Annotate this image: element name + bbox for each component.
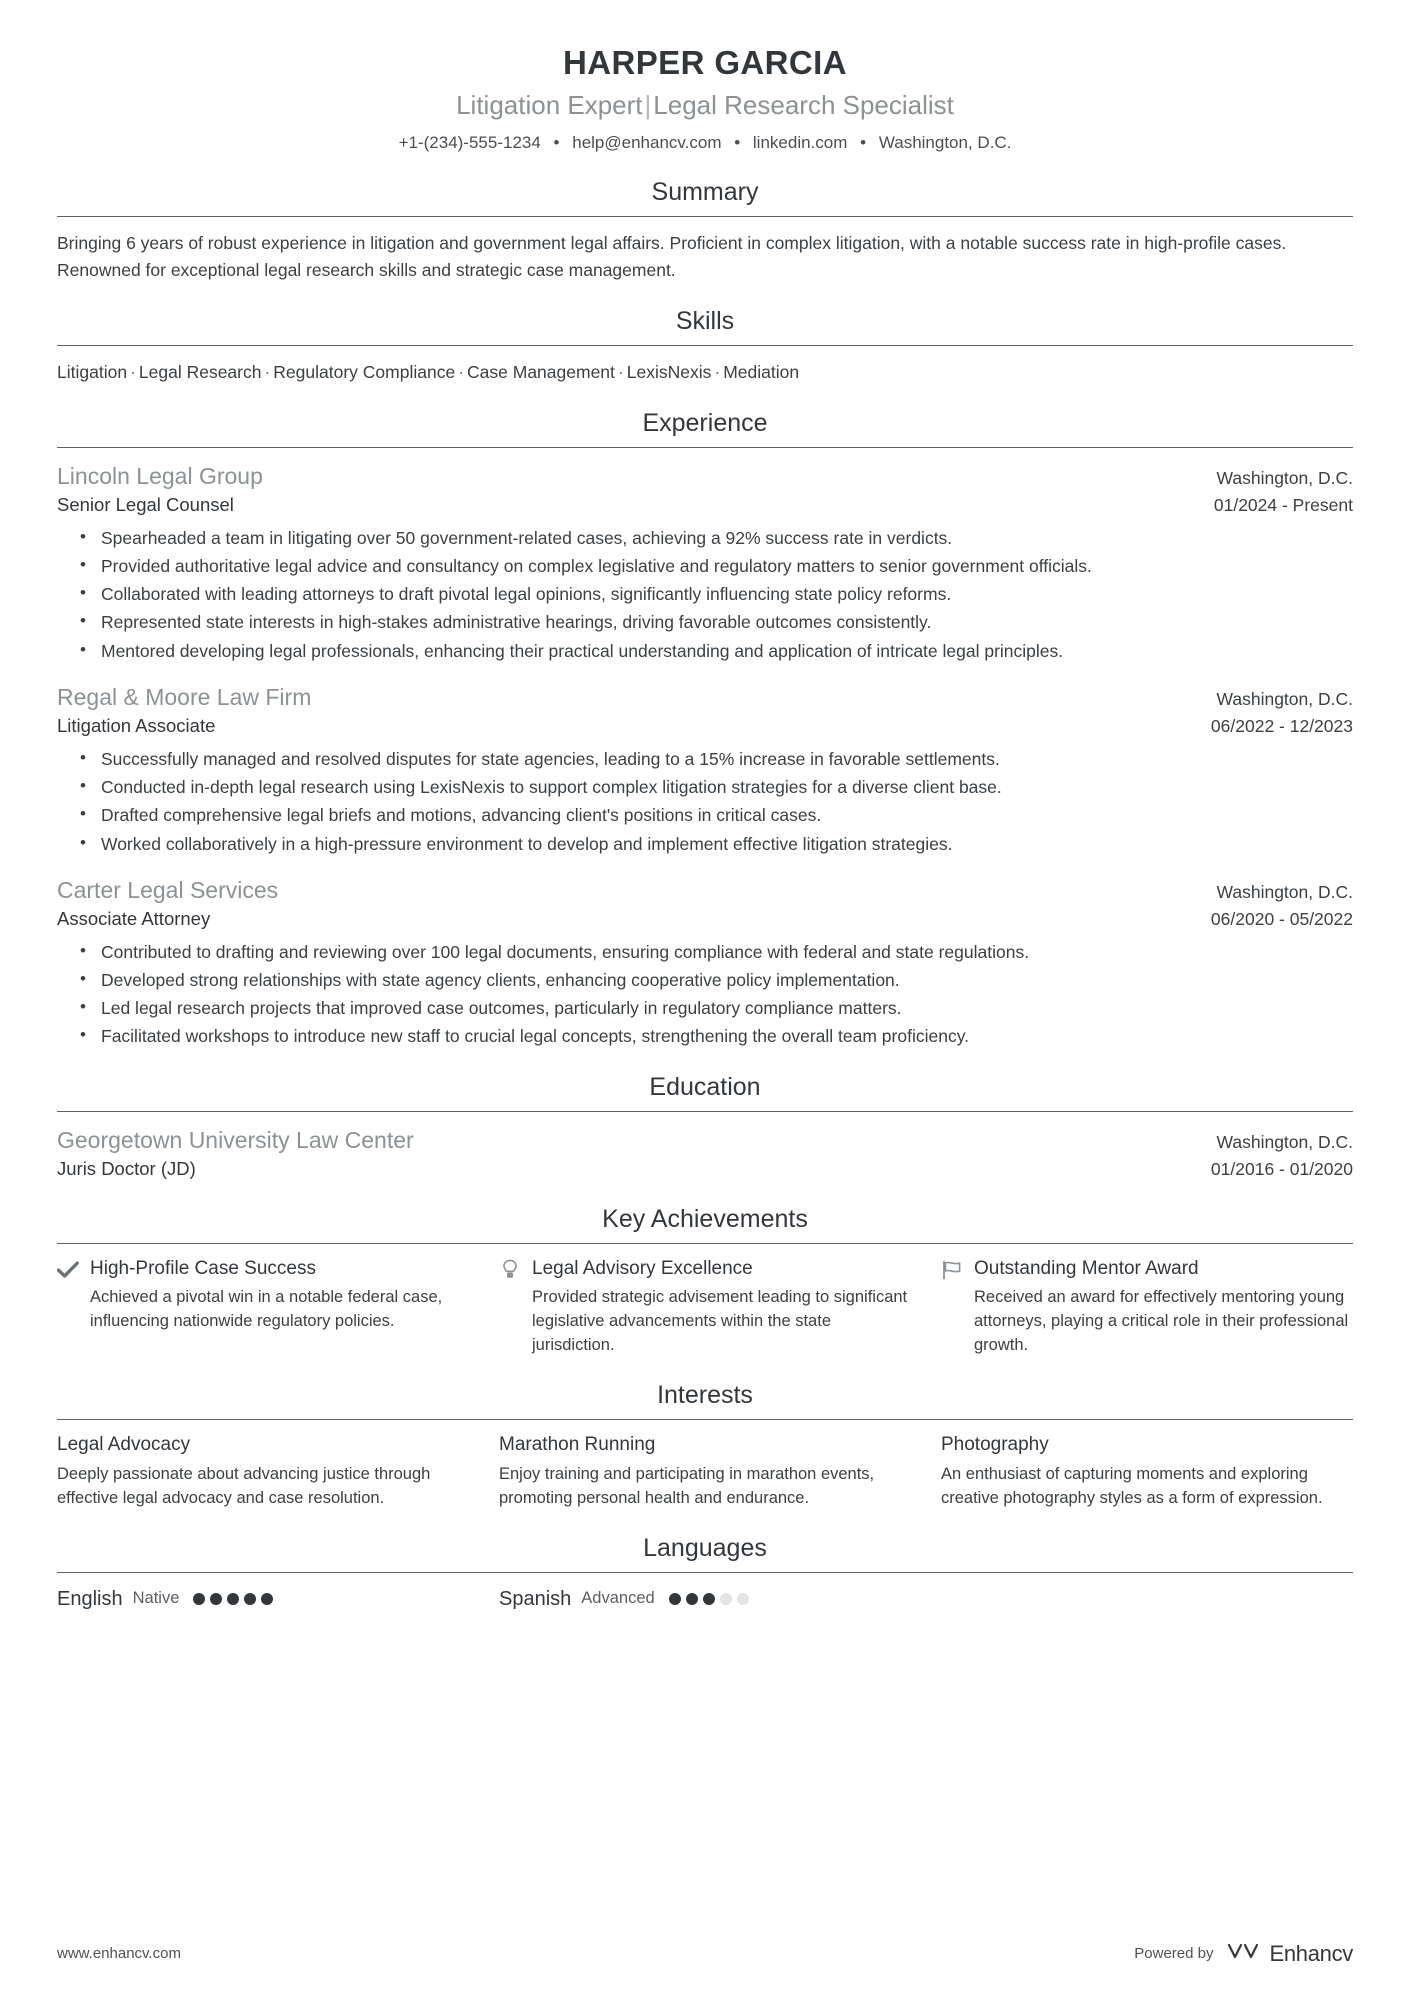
bullet-item: • Facilitated workshops to introduce new staff to crucial legal concepts, strengthening the overall team proficiency. — [80, 1023, 1353, 1049]
entry — [57, 461, 1353, 664]
entry-role: Litigation Associate — [57, 714, 216, 736]
entry-header-row — [57, 682, 1353, 713]
section-title-summary: Summary — [651, 178, 759, 207]
bullet-item: • Represented state interests in high-stakes administrative hearings, driving favorable outcomes consistently. — [80, 609, 1353, 635]
entry-subheader-row — [57, 906, 1353, 932]
entry-organization: Regal & Moore Law Firm — [57, 683, 312, 710]
entry-date-range: 06/2020 - 05/2022 — [1210, 908, 1353, 929]
language-item — [499, 1586, 911, 1612]
entry-organization: Lincoln Legal Group — [57, 462, 263, 489]
bullet-item: • Led legal research projects that improved case outcomes, particularly in regulatory compliance matters. — [80, 995, 1353, 1021]
interest-description: Enjoy training and participating in marathon events, promoting personal health and endurance. — [499, 1464, 875, 1507]
bullet-item: • Contributed to drafting and reviewing over 100 legal documents, ensuring compliance with federal and state regulations. — [80, 939, 1353, 965]
skill-item: Legal Research — [138, 362, 262, 383]
entry-header-row — [57, 875, 1353, 906]
language-rating-dots — [669, 1593, 749, 1605]
skill-item: Litigation — [57, 362, 128, 383]
section-title-languages: Languages — [643, 1533, 767, 1562]
entry-organization: Carter Legal Services — [57, 876, 279, 903]
footer-branding — [1134, 1940, 1353, 1967]
achievement-item — [941, 1257, 1353, 1358]
entry-subheader-row — [57, 1156, 1353, 1182]
contact-email[interactable]: help@enhancv.com — [572, 133, 722, 153]
achievement-header — [941, 1257, 1353, 1282]
achievement-title: Legal Advisory Excellence — [532, 1257, 753, 1279]
rating-dot-filled — [261, 1593, 273, 1605]
section-skills — [57, 306, 1353, 385]
skill-separator: · — [714, 362, 721, 383]
rating-dot-filled — [703, 1593, 715, 1605]
achievement-description: Received an award for effectively mentoring young attorneys, playing a critical role in their professional growth. — [974, 1288, 1349, 1355]
bullet-item: • Developed strong relationships with state agency clients, enhancing cooperative policy implementation. — [80, 967, 1353, 993]
entry-date-range: 06/2022 - 12/2023 — [1210, 715, 1353, 736]
section-title-key-achievements: Key Achievements — [602, 1204, 808, 1233]
skill-separator: · — [617, 362, 624, 383]
interest-description: An enthusiast of capturing moments and exploring creative photography styles as a form of expression. — [941, 1464, 1323, 1507]
contact-linkedin[interactable]: linkedin.com — [752, 133, 848, 153]
entry-header-row — [57, 1125, 1353, 1156]
entry-location: Washington, D.C. — [1216, 688, 1353, 709]
entry-location: Washington, D.C. — [1216, 467, 1353, 488]
contact-location: Washington, D.C. — [878, 133, 1012, 153]
job-title-left: Litigation Expert — [456, 90, 643, 121]
interests-grid — [57, 1433, 1353, 1511]
brand-logo — [1226, 1940, 1353, 1967]
section-languages — [57, 1533, 1353, 1612]
language-level: Advanced — [581, 1589, 655, 1608]
entry — [57, 875, 1353, 1050]
achievements-grid — [57, 1257, 1353, 1358]
education-entries — [57, 1112, 1353, 1182]
bullet-item: • Successfully managed and resolved disputes for state agencies, leading to a 15% increase in favorable settlements. — [80, 746, 1353, 772]
summary-text: Bringing 6 years of robust experience in litigation and government legal affairs. Proficient in complex litigation, with a notable success rate in high-profile cases. Renowned for exceptional legal research skills and strategic case management. — [57, 233, 1287, 281]
achievement-description: Provided strategic advisement leading to significant legislative advancements within the state jurisdiction. — [532, 1288, 908, 1355]
skill-separator: · — [458, 362, 465, 383]
interest-title: Photography — [941, 1434, 1049, 1456]
page-footer — [57, 1940, 1353, 1967]
interest-title: Marathon Running — [499, 1434, 656, 1456]
achievement-header — [499, 1257, 911, 1282]
entry-header-row — [57, 461, 1353, 492]
rating-dot-empty — [737, 1593, 749, 1605]
language-rating-dots — [193, 1593, 273, 1605]
achievement-item — [499, 1257, 911, 1358]
section-education — [57, 1072, 1353, 1182]
achievement-title: High-Profile Case Success — [90, 1257, 316, 1279]
check-icon — [57, 1257, 79, 1281]
entry-subheader-row — [57, 713, 1353, 739]
bullet-item: • Mentored developing legal professionals, enhancing their practical understanding and application of intricate legal principles. — [80, 638, 1353, 664]
entry-role: Senior Legal Counsel — [57, 493, 234, 515]
job-title-right: Legal Research Specialist — [653, 90, 954, 121]
contact-line — [57, 131, 1353, 155]
entry-location: Washington, D.C. — [1216, 881, 1353, 902]
contact-phone: +1-(234)-555-1234 — [398, 133, 541, 153]
rating-dot-filled — [193, 1593, 205, 1605]
achievement-header — [57, 1257, 469, 1282]
section-key-achievements — [57, 1204, 1353, 1358]
entry — [57, 1125, 1353, 1182]
bullet-item: • Drafted comprehensive legal briefs and motions, advancing client's positions in critical cases. — [80, 802, 1353, 828]
section-title-skills: Skills — [675, 307, 735, 336]
bullet-item: • Collaborated with leading attorneys to draft pivotal legal opinions, significantly influencing state policy reforms. — [80, 581, 1353, 607]
skills-list — [57, 359, 1353, 385]
achievement-description: Achieved a pivotal win in a notable federal case, influencing nationwide regulatory policies. — [90, 1288, 443, 1331]
skill-item: Mediation — [723, 362, 800, 383]
entry — [57, 682, 1353, 857]
entry-bullet-list — [57, 939, 1353, 1050]
language-level: Native — [132, 1589, 180, 1608]
section-title-education: Education — [649, 1072, 761, 1101]
footer-website-url[interactable]: www.enhancv.com — [57, 1945, 181, 1962]
interest-title: Legal Advocacy — [57, 1434, 191, 1456]
entry-date-range: 01/2024 - Present — [1213, 494, 1353, 515]
skill-item: LexisNexis — [626, 362, 712, 383]
entry-role: Associate Attorney — [57, 907, 211, 929]
entry-organization: Georgetown University Law Center — [57, 1126, 414, 1153]
enhancv-mark-icon — [1226, 1940, 1260, 1967]
interest-description: Deeply passionate about advancing justice through effective legal advocacy and case resolution. — [57, 1464, 431, 1507]
lightbulb-icon — [499, 1257, 521, 1281]
bullet-item: • Provided authoritative legal advice and consultancy on complex legislative and regulatory matters to senior government officials. — [80, 553, 1353, 579]
job-title — [57, 88, 1353, 123]
language-name: Spanish — [499, 1587, 572, 1610]
summary-body — [57, 217, 1353, 284]
contact-separator: • — [860, 133, 867, 153]
experience-entries — [57, 448, 1353, 1050]
rating-dot-filled — [669, 1593, 681, 1605]
language-name: English — [57, 1587, 123, 1610]
rating-dot-empty — [720, 1593, 732, 1605]
entry-date-range: 01/2016 - 01/2020 — [1210, 1158, 1353, 1179]
interest-item — [499, 1433, 911, 1511]
rating-dot-filled — [210, 1593, 222, 1605]
entry-role: Juris Doctor (JD) — [57, 1157, 196, 1179]
page-title: HARPER GARCIA — [563, 44, 847, 81]
bullet-item: • Spearheaded a team in litigating over 50 government-related cases, achieving a 92% success rate in verdicts. — [80, 525, 1353, 551]
interest-item — [941, 1433, 1353, 1511]
job-title-divider: | — [644, 90, 652, 121]
powered-by-label: Powered by — [1134, 1945, 1214, 1962]
entry-subheader-row — [57, 492, 1353, 518]
skills-body — [57, 346, 1353, 385]
achievement-title: Outstanding Mentor Award — [974, 1257, 1199, 1279]
skill-item: Case Management — [467, 362, 615, 383]
contact-separator: • — [734, 133, 741, 153]
brand-name: Enhancv — [1269, 1940, 1353, 1966]
contact-separator: • — [553, 133, 560, 153]
entry-bullet-list — [57, 746, 1353, 857]
bullet-item: • Conducted in-depth legal research using LexisNexis to support complex litigation strategies for a diverse client base. — [80, 774, 1353, 800]
key-achievements-body — [57, 1244, 1353, 1358]
rating-dot-filled — [244, 1593, 256, 1605]
section-experience — [57, 408, 1353, 1050]
language-item — [57, 1586, 469, 1612]
flag-icon — [941, 1257, 963, 1281]
rating-dot-filled — [227, 1593, 239, 1605]
section-title-interests: Interests — [657, 1381, 753, 1410]
rating-dot-filled — [686, 1593, 698, 1605]
skill-separator: · — [264, 362, 271, 383]
section-summary — [57, 177, 1353, 284]
languages-grid — [57, 1586, 1353, 1612]
achievement-item — [57, 1257, 469, 1358]
section-interests — [57, 1380, 1353, 1511]
bullet-item: • Worked collaboratively in a high-pressure environment to develop and implement effective litigation strategies. — [80, 831, 1353, 857]
interest-item — [57, 1433, 469, 1511]
languages-body — [57, 1573, 1353, 1612]
skill-separator: · — [130, 362, 136, 383]
entry-bullet-list — [57, 525, 1353, 664]
skill-item: Regulatory Compliance — [273, 362, 456, 383]
resume-header — [57, 0, 1353, 155]
section-title-experience: Experience — [642, 408, 768, 437]
entry-location: Washington, D.C. — [1216, 1131, 1353, 1152]
interests-body — [57, 1420, 1353, 1511]
